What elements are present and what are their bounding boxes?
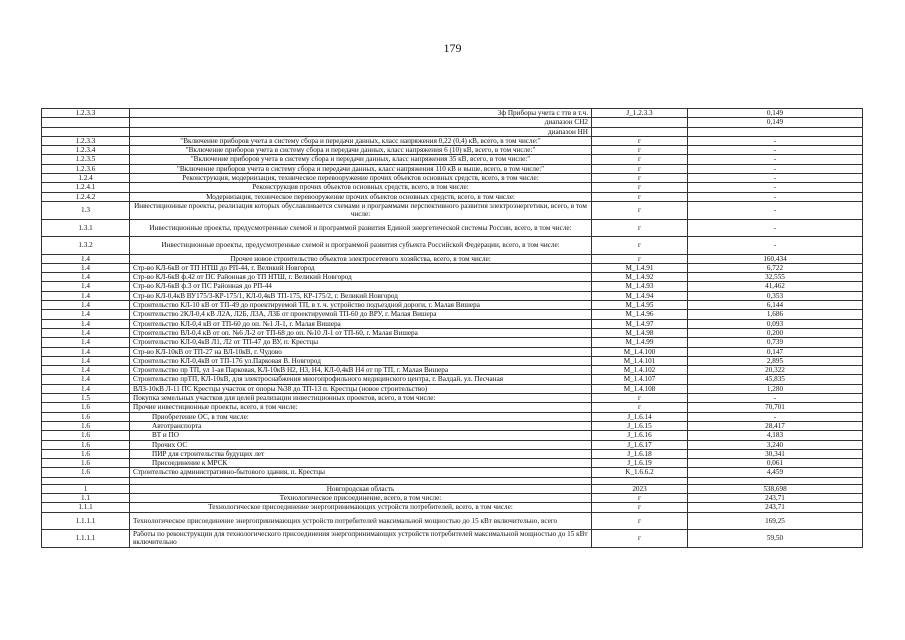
row-value-cell: 3,240	[688, 440, 863, 449]
row-code-cell: M_1.4.97	[592, 319, 688, 328]
row-value-cell: -	[688, 183, 863, 192]
row-code-cell: 2023	[592, 484, 688, 493]
table-row	[42, 394, 863, 403]
table-row	[42, 512, 863, 530]
row-value-cell: 1,686	[688, 310, 863, 319]
row-value-cell: -	[688, 136, 863, 145]
row-description-cell: Технологическое присоединение энергопринимающих устройств потребителей максимальной мощностью до 15 кВт включительно, всего	[130, 512, 592, 530]
row-code-cell: M_1.4.95	[592, 301, 688, 310]
row-number-cell: 1.4	[42, 375, 130, 384]
table-row	[42, 503, 863, 512]
row-number-cell: 1.1.1	[42, 503, 130, 512]
row-number-cell: 1.4	[42, 347, 130, 356]
page-number: 179	[443, 41, 462, 55]
row-description-cell: Строительство пр ТП, ул 1-ая Парковая, КЛ-10кВ Н2, Н3, Н4, КЛ-0,4кВ Н4 от пр ТП, г. Малая Вишера	[130, 366, 592, 375]
row-value-cell: -	[688, 174, 863, 183]
table-row	[42, 484, 863, 493]
row-number-cell: 1.5	[42, 394, 130, 403]
row-code-cell: M_1.4.100	[592, 347, 688, 356]
row-description-cell: Прочие инвестиционные проекты, всего, в том числе:	[130, 403, 592, 412]
row-description-cell: Строительство КЛ-0,4кВ от ТП-176 ул.Парковая В. Новгород	[130, 356, 592, 365]
table-row	[42, 356, 863, 365]
row-number-cell: 1.4	[42, 338, 130, 347]
row-description-cell: Инвестиционные проекты, предусмотренные схемой и программой развития Единой энергетической системы России, всего, в том числе:	[130, 219, 592, 237]
row-value-cell: -	[688, 164, 863, 173]
row-code-cell: M_1.4.102	[592, 366, 688, 375]
table-row	[42, 403, 863, 412]
row-number-cell	[42, 477, 130, 484]
row-value-cell	[688, 477, 863, 484]
row-description-cell	[130, 477, 592, 484]
row-description-cell: Строительство прТП, КЛ-10кВ, для электроснабжения многопрофильного медицинского центра, г. Валдай, ул. Песчаная	[130, 375, 592, 384]
row-description-cell: Модернизация, техническое перевооружение прочих объектов основных средств, всего, в том числе:	[130, 192, 592, 201]
row-code-cell: K_1.6.6.2	[592, 468, 688, 477]
row-description-cell: Новгородская область	[130, 484, 592, 493]
row-code-cell: M_1.4.101	[592, 356, 688, 365]
row-value-cell: -	[688, 155, 863, 164]
row-number-cell: 1.6	[42, 431, 130, 440]
row-number-cell: 1	[42, 484, 130, 493]
row-description-cell: Реконструкция прочих объектов основных средств, всего, в том числе:	[130, 183, 592, 192]
row-description-cell: ВЛЗ-10кВ Л-11 ПС Крестцы участок от опоры №38 до ТП-13 п. Крестцы (новое строительство)	[130, 384, 592, 393]
row-code-cell: г	[592, 174, 688, 183]
table-row	[42, 347, 863, 356]
row-value-cell: 0,200	[688, 328, 863, 337]
row-number-cell: 1.4	[42, 282, 130, 291]
row-value-cell: 2,895	[688, 356, 863, 365]
table-row	[42, 440, 863, 449]
row-code-cell	[592, 477, 688, 484]
row-value-cell: 41,462	[688, 282, 863, 291]
table-row	[42, 468, 863, 477]
row-value-cell: -	[688, 237, 863, 255]
table-row	[42, 263, 863, 272]
row-description-cell: Автотранспорта	[130, 421, 592, 430]
row-code-cell: г	[592, 183, 688, 192]
row-number-cell: 1.3.1	[42, 219, 130, 237]
row-description-cell: "Включение приборов учета в систему сбора и передачи данных, класс напряжения 0,22 (0,4) кВ, всего, в том числе:"	[130, 136, 592, 145]
table-row	[42, 431, 863, 440]
table-row	[42, 192, 863, 201]
table-row	[42, 174, 863, 183]
row-value-cell: 70,701	[688, 403, 863, 412]
row-code-cell: M_1.4.96	[592, 310, 688, 319]
row-description-cell: Строительство КЛ-10 кВ от ТП-49 до проектируемой ТП, в т. ч. устройство подъездной дороги, г. Малая Вишера	[130, 301, 592, 310]
row-number-cell: 1.3.2	[42, 237, 130, 255]
row-code-cell: J_1.6.18	[592, 449, 688, 458]
table-row	[42, 219, 863, 237]
row-description-cell: Технологическое присоединение, всего, в том числе:	[130, 493, 592, 502]
row-description-cell: Строительство КЛ-0,4 кВ от ТП-60 до оп. №1 Л-1, г. Малая Вишера	[130, 319, 592, 328]
table-row	[42, 493, 863, 502]
row-number-cell: 1.4	[42, 319, 130, 328]
row-number-cell: 1.6	[42, 412, 130, 421]
row-description-cell: Технологическое присоединение энергопринимающих устройств потребителей, всего, в том числе:	[130, 503, 592, 512]
row-value-cell: 30,341	[688, 449, 863, 458]
row-number-cell	[42, 127, 130, 136]
row-code-cell	[592, 127, 688, 136]
row-code-cell: г	[592, 201, 688, 219]
row-value-cell: 4,183	[688, 431, 863, 440]
row-description-cell: Работы по реконструкции для технологического присоединения энергопринимающих устройств потребителей максимальной мощностью до 15 кВт включительно	[130, 530, 592, 548]
table-row	[42, 310, 863, 319]
row-code-cell: J_1.6.17	[592, 440, 688, 449]
row-description-cell: диапазон НН	[130, 127, 592, 136]
row-value-cell: 169,25	[688, 512, 863, 530]
table-row	[42, 338, 863, 347]
row-code-cell: M_1.4.93	[592, 282, 688, 291]
row-description-cell: ПИР для строительства будущих лет	[130, 449, 592, 458]
row-description-cell: Стр-во КЛ-6кВ ф.42 от ПС Районная до ТП НТШ, г. Великий Новгород	[130, 273, 592, 282]
table-row	[42, 273, 863, 282]
row-description-cell: 3ф Приборы учета с ттв в т.ч.	[130, 109, 592, 118]
row-code-cell: M_1.4.98	[592, 328, 688, 337]
row-code-cell: M_1.4.91	[592, 263, 688, 272]
row-number-cell: 1.2.4.1	[42, 183, 130, 192]
row-value-cell: -	[688, 201, 863, 219]
row-number-cell: 1.6	[42, 403, 130, 412]
row-description-cell: Стр-во КЛ-10кВ от ТП-27 на ВЛ-10кВ, г. Чудово	[130, 347, 592, 356]
row-description-cell: Покупка земельных участков для целей реализации инвестиционных проектов, всего, в том числе:	[130, 394, 592, 403]
table-row	[42, 459, 863, 468]
table-row	[42, 301, 863, 310]
table-row	[42, 384, 863, 393]
row-value-cell: 6,722	[688, 263, 863, 272]
row-description-cell: Строительство 2КЛ-0,4 кВ Л2А, Л2Б, Л3А, Л3Б от проектируемой ТП-60 до ВРУ, г. Малая Вишера	[130, 310, 592, 319]
table-row	[42, 421, 863, 430]
row-number-cell: 1.4	[42, 310, 130, 319]
row-code-cell: г	[592, 237, 688, 255]
table-row	[42, 449, 863, 458]
row-value-cell: -	[688, 394, 863, 403]
row-value-cell: 0,149	[688, 109, 863, 118]
row-number-cell: 1.2.3.4	[42, 146, 130, 155]
table-row	[42, 412, 863, 421]
row-code-cell: г	[592, 219, 688, 237]
row-number-cell: 1.4	[42, 366, 130, 375]
table-row	[42, 164, 863, 173]
row-description-cell: "Включение приборов учета в систему сбора и передачи данных, класс напряжения 35 кВ, всего, в том числе:"	[130, 155, 592, 164]
row-value-cell: -	[688, 412, 863, 421]
row-description-cell: Приобретение ОС, в том числе:	[130, 412, 592, 421]
row-code-cell: M_1.4.107	[592, 375, 688, 384]
row-value-cell: 0,149	[688, 118, 863, 127]
row-number-cell: 1.4	[42, 291, 130, 300]
row-value-cell: 59,50	[688, 530, 863, 548]
table-row	[42, 282, 863, 291]
row-value-cell: -	[688, 192, 863, 201]
row-description-cell: "Включение приборов учета в систему сбора и передачи данных, класс напряжения 110 кВ и выше, всего, в том числе:"	[130, 164, 592, 173]
row-number-cell: 1.6	[42, 440, 130, 449]
table-row	[42, 127, 863, 136]
row-code-cell: J_1.6.15	[592, 421, 688, 430]
row-number-cell	[42, 118, 130, 127]
row-number-cell: 1.2.4.2	[42, 192, 130, 201]
row-description-cell: ВТ и ПО	[130, 431, 592, 440]
row-value-cell	[688, 127, 863, 136]
table-row	[42, 366, 863, 375]
table-row	[42, 477, 863, 484]
row-code-cell: г	[592, 512, 688, 530]
table-row	[42, 183, 863, 192]
row-number-cell: 1.2.3.3	[42, 136, 130, 145]
row-number-cell: 1.1	[42, 493, 130, 502]
row-code-cell: M_1.4.99	[592, 338, 688, 347]
row-number-cell: 1.1.1.1	[42, 512, 130, 530]
row-description-cell: Стр-во КЛ-6кВ ф.3 от ПС Районная до РП-44	[130, 282, 592, 291]
row-code-cell: г	[592, 164, 688, 173]
row-description-cell: Реконструкция, модернизация, техническое перевооружение прочих объектов основных средств, всего, в том числе:	[130, 174, 592, 183]
table-row	[42, 109, 863, 118]
row-code-cell: г	[592, 155, 688, 164]
table-row	[42, 291, 863, 300]
row-number-cell: 1.4	[42, 254, 130, 263]
row-value-cell: -	[688, 219, 863, 237]
row-code-cell: г	[592, 403, 688, 412]
row-number-cell: 1.4	[42, 301, 130, 310]
row-number-cell: 1.1.1.1	[42, 530, 130, 548]
row-code-cell: г	[592, 493, 688, 502]
row-code-cell	[592, 118, 688, 127]
row-description-cell: Строительство ВЛ-0,4 кВ от оп. №6 Л-2 от ТП-68 до оп. №10 Л-1 от ТП-60, г. Малая Вишера	[130, 328, 592, 337]
row-value-cell: 28,417	[688, 421, 863, 430]
row-value-cell: 0,061	[688, 459, 863, 468]
investment-table	[41, 108, 863, 548]
row-code-cell: г	[592, 136, 688, 145]
row-number-cell: 1.2.4	[42, 174, 130, 183]
row-code-cell: г	[592, 146, 688, 155]
row-value-cell: 0,147	[688, 347, 863, 356]
table-row	[42, 375, 863, 384]
row-code-cell: г	[592, 503, 688, 512]
row-code-cell: J_1.6.14	[592, 412, 688, 421]
row-code-cell: г	[592, 192, 688, 201]
row-number-cell: 1.4	[42, 273, 130, 282]
row-value-cell: 6,144	[688, 301, 863, 310]
row-value-cell: 0,353	[688, 291, 863, 300]
row-code-cell: г	[592, 394, 688, 403]
row-number-cell: 1.2.3.5	[42, 155, 130, 164]
row-number-cell: 1.2.3.3	[42, 109, 130, 118]
row-value-cell: 243,71	[688, 503, 863, 512]
row-value-cell: 160,434	[688, 254, 863, 263]
row-number-cell: 1.4	[42, 263, 130, 272]
row-description-cell: Строительство административно-бытового здания, п. Крестцы	[130, 468, 592, 477]
row-number-cell: 1.6	[42, 421, 130, 430]
table-row	[42, 155, 863, 164]
table-row	[42, 319, 863, 328]
row-value-cell: 20,322	[688, 366, 863, 375]
row-description-cell: Инвестиционные проекты, реализация которых обуславливается схемами и программами перспективного развития электроэнергетики, всего, в том числе:	[130, 201, 592, 219]
row-description-cell: Прочее новое строительство объектов электросетевого хозяйства, всего, в том числе:	[130, 254, 592, 263]
row-number-cell: 1.4	[42, 384, 130, 393]
table-row	[42, 201, 863, 219]
row-code-cell: M_1.4.94	[592, 291, 688, 300]
row-description-cell: Стр-во КЛ-6кВ от ТП НТШ до РП-44, г. Великий Новгород	[130, 263, 592, 272]
row-description-cell: Строительство КЛ-0,4кВ Л1, Л2 от ТП-47 до ВУ, п. Крестцы	[130, 338, 592, 347]
table-row	[42, 530, 863, 548]
row-code-cell: J_1.6.19	[592, 459, 688, 468]
row-description-cell: Прочих ОС	[130, 440, 592, 449]
table-row	[42, 118, 863, 127]
row-value-cell: 45,835	[688, 375, 863, 384]
table-row	[42, 328, 863, 337]
table-row	[42, 146, 863, 155]
row-code-cell: J_1.2.3.3	[592, 109, 688, 118]
row-number-cell: 1.3	[42, 201, 130, 219]
row-description-cell: Присоединение к МРСК	[130, 459, 592, 468]
row-value-cell: 0,739	[688, 338, 863, 347]
table-row	[42, 136, 863, 145]
row-description-cell: "Включение приборов учета в систему сбора и передачи данных, класс напряжения 6 (10) кВ, всего, в том числе:"	[130, 146, 592, 155]
row-code-cell: M_1.4.92	[592, 273, 688, 282]
row-description-cell: диапазон СН2	[130, 118, 592, 127]
row-description-cell: Инвестиционные проекты, предусмотренные схемой и программой развития субъекта Российской Федерации, всего, в том числе:	[130, 237, 592, 255]
row-value-cell: 243,71	[688, 493, 863, 502]
row-number-cell: 1.4	[42, 328, 130, 337]
row-code-cell: M_1.4.108	[592, 384, 688, 393]
row-description-cell: Стр-во КЛ-0,4кВ ВУ175/3-КР-175/1, КЛ-0,4кВ ТП-175, КР-175/2, г. Великий Новгород	[130, 291, 592, 300]
row-value-cell: 32,555	[688, 273, 863, 282]
table-row	[42, 254, 863, 263]
row-value-cell: 4,459	[688, 468, 863, 477]
row-number-cell: 1.4	[42, 356, 130, 365]
row-value-cell: 538,698	[688, 484, 863, 493]
row-number-cell: 1.2.3.6	[42, 164, 130, 173]
row-value-cell: 1,280	[688, 384, 863, 393]
row-value-cell: 0,093	[688, 319, 863, 328]
row-number-cell: 1.6	[42, 459, 130, 468]
row-code-cell: г	[592, 530, 688, 548]
row-number-cell: 1.6	[42, 468, 130, 477]
row-value-cell: -	[688, 146, 863, 155]
row-code-cell: J_1.6.16	[592, 431, 688, 440]
row-code-cell: г	[592, 254, 688, 263]
row-number-cell: 1.6	[42, 449, 130, 458]
table-row	[42, 237, 863, 255]
